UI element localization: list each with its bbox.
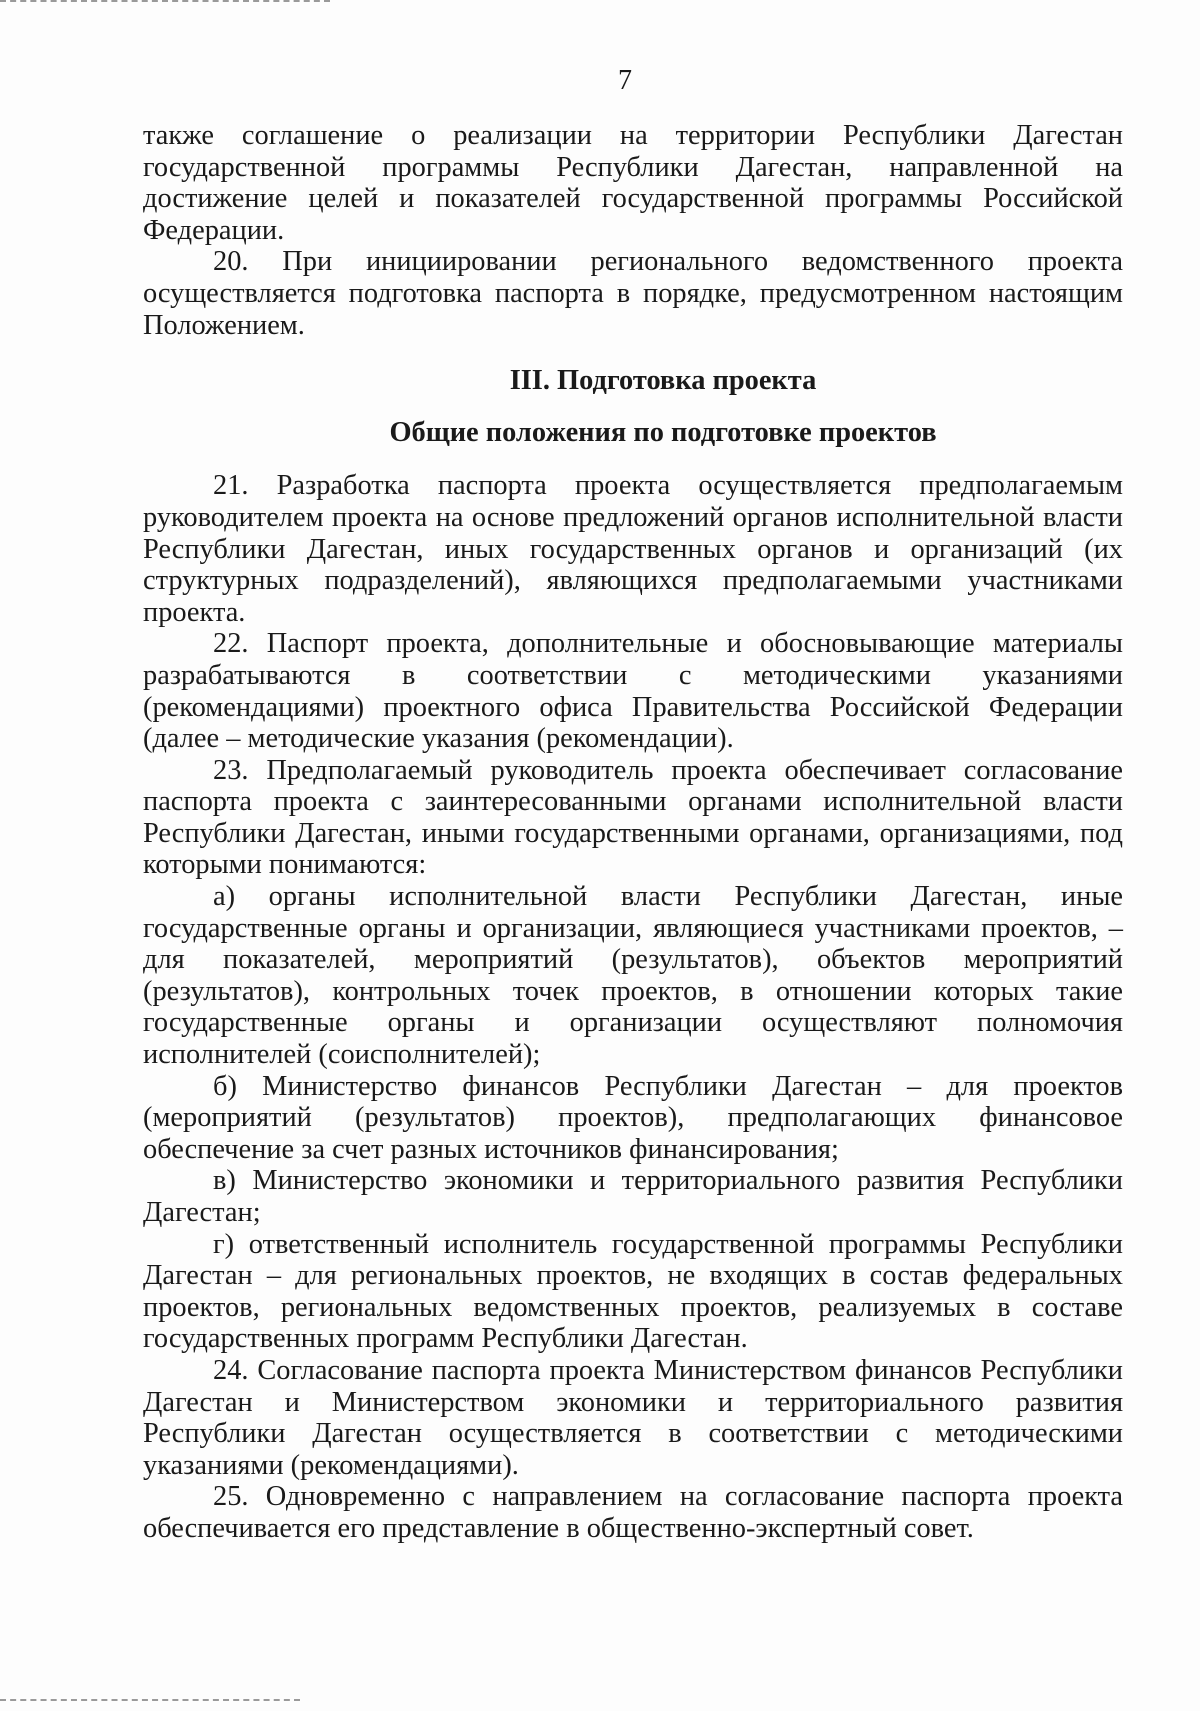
page-number: 7 <box>618 65 632 96</box>
paragraph-continuation: также соглашение о реализации на территории Республики Дагестан государственной программы Республики Дагестан, направленной на достижение целей и показателей государственной программы Российской Федерации. <box>143 120 1123 246</box>
paragraph-23-a: а) органы исполнительной власти Республики Дагестан, иные государственные органы и организации, являющиеся участниками проектов, – для показателей, мероприятий (результатов), объектов мероприятий (результатов), контрольных точек проектов, в отношении которых такие государственные органы и организации осуществляют полномочия исполнителей (соисполнителей); <box>143 881 1123 1071</box>
paragraph-24: 24. Согласование паспорта проекта Министерством финансов Республики Дагестан и Министерством экономики и территориального развития Республики Дагестан осуществляется в соответствии с методическими указаниями (рекомендациями). <box>143 1354 1123 1481</box>
paragraph-22: 22. Паспорт проекта, дополнительные и обосновывающие материалы разрабатываются в соответствии с методическими указаниями (рекомендациями) проектного офиса Правительства Российской Федерации (далее – методические указания (рекомендации). <box>143 628 1123 755</box>
section-heading: III. Подготовка проекта <box>509 365 817 397</box>
paragraph-21: 21. Разработка паспорта проекта осуществляется предполагаемым руководителем проекта на основе предложений органов исполнительной власти Республики Дагестан, иных государственных органов и организаций (их структурных подразделений), являющихся предполагаемыми участниками проекта. <box>143 470 1123 628</box>
paragraph-23-b: б) Министерство финансов Республики Дагестан – для проектов (мероприятий (результатов) проектов), предполагающих финансовое обеспечение за счет разных источников финансирования; <box>143 1070 1123 1165</box>
scan-edge-bottom <box>0 1699 300 1703</box>
subsection-heading: Общие положения по подготовке проектов <box>389 416 937 448</box>
scan-edge-top <box>0 0 330 4</box>
paragraph-23: 23. Предполагаемый руководитель проекта обеспечивает согласование паспорта проекта с заинтересованными органами исполнительной власти Республики Дагестан, иными государственными органами, организациями, под которыми понимаются: <box>143 754 1123 881</box>
paragraph-25: 25. Одновременно с направлением на согласование паспорта проекта обеспечивается его представление в общественно-экспертный совет. <box>143 1481 1123 1544</box>
paragraph-23-v: в) Министерство экономики и территориального развития Республики Дагестан; <box>143 1165 1123 1228</box>
paragraph-20: 20. При инициировании регионального ведомственного проекта осуществляется подготовка паспорта в порядке, предусмотренном настоящим Положением. <box>143 246 1123 341</box>
paragraph-23-g: г) ответственный исполнитель государственной программы Республики Дагестан – для региональных проектов, не входящих в состав федеральных проектов, региональных ведомственных проектов, реализуемых в составе государственных программ Республики Дагестан. <box>143 1228 1123 1355</box>
document-body <box>143 120 1123 1545</box>
